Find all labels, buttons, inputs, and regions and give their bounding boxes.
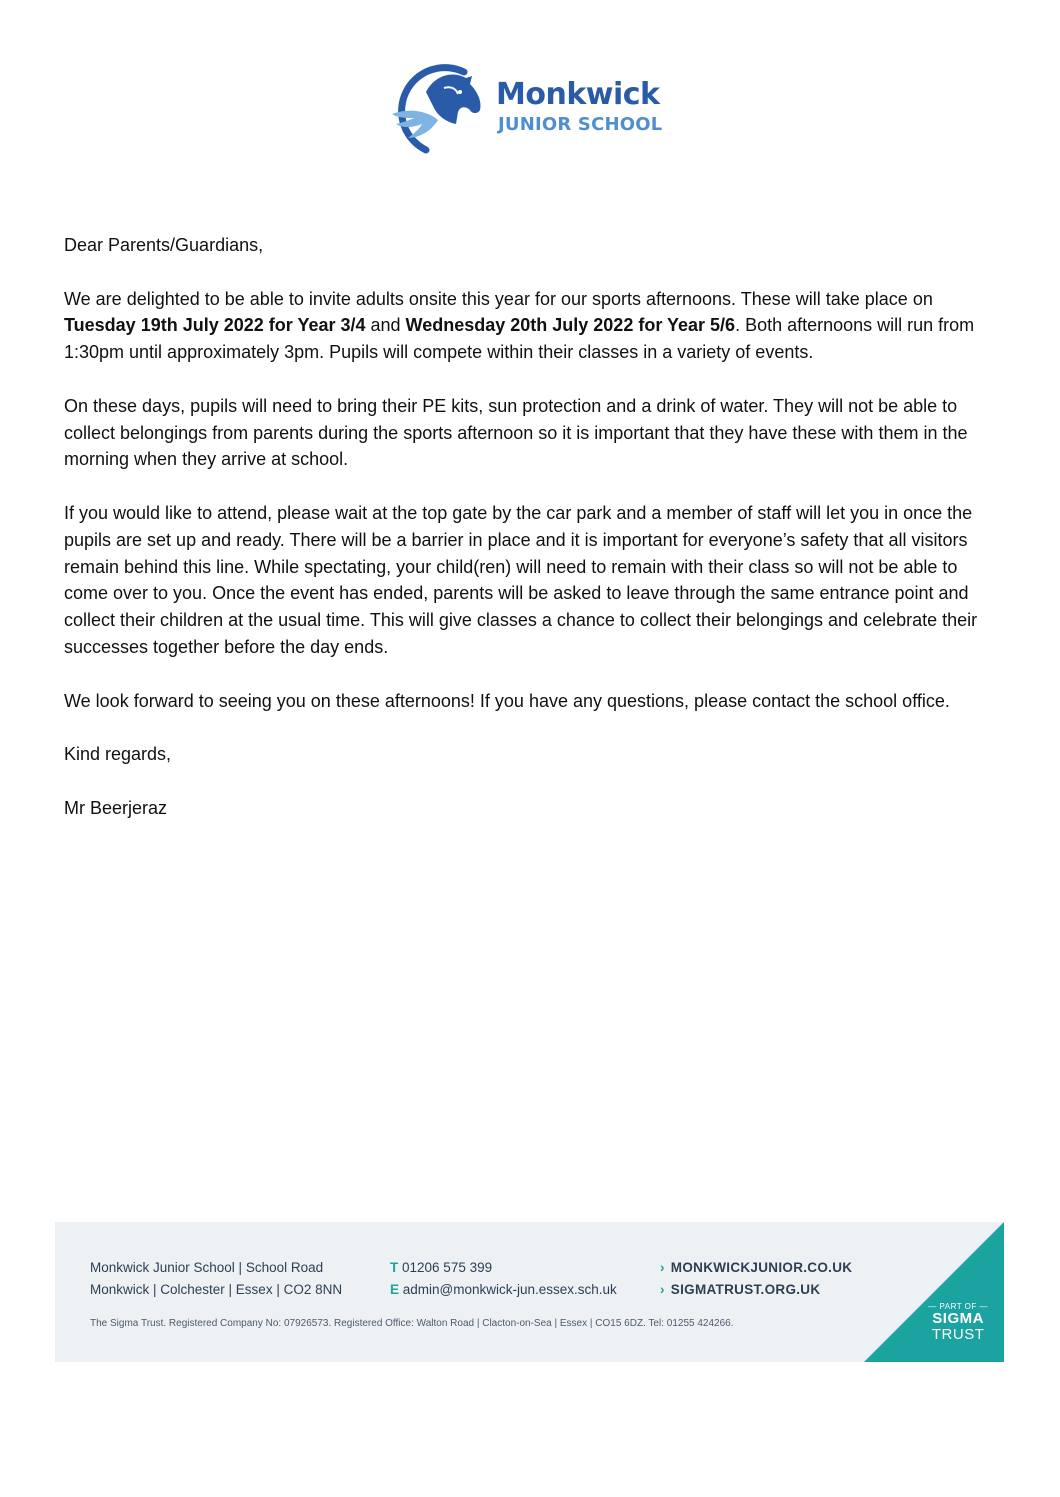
badge-trust: TRUST — [931, 1326, 985, 1343]
footer — [55, 1222, 1004, 1362]
link-label: SIGMATRUST.ORG.UK — [670, 1282, 821, 1297]
link-label: MONKWICKJUNIOR.CO.UK — [670, 1260, 853, 1275]
address-line: Monkwick Junior School | School Road — [90, 1260, 324, 1275]
date-year-5-6: Wednesday 20th July 2022 for Year 5/6 — [405, 315, 736, 336]
footer-links — [660, 1257, 852, 1301]
email-line — [390, 1279, 617, 1301]
paragraph-kit: On these days, pupils will need to bring their PE kits, sun protection and a drink of water. They will not be able to collect belongings from parents during the sports afternoon so it is important that they have these with them in the morning when they arrive at school. — [64, 395, 968, 470]
signoff: Kind regards, — [64, 744, 172, 765]
paragraph-event-dates — [64, 286, 994, 366]
paragraph-text: We are delighted to be able to invite adults onsite this year for our sports afternoons. These will take place on — [64, 288, 933, 309]
registration-info: The Sigma Trust. Registered Company No: 07926573. Registered Office: Walton Road | Clacton-on-Sea | Essex | CO15 6DZ. Tel: 01255 424266. — [90, 1318, 734, 1329]
school-subtitle: JUNIOR SCHOOL — [498, 114, 663, 135]
date-year-3-4: Tuesday 19th July 2022 for Year 3/4 — [64, 315, 366, 336]
paragraph-attendance: If you would like to attend, please wait at the top gate by the car park and a member of staff will let you in once the pupils are set up and ready. There will be a barrier in place and it is important for everyone’s safety that all visitors remain behind this line. While spectating, your child(ren) will need to remain with their class so will not be able to come over to you. Once the event has ended, parents will be asked to leave through the same entrance point and collect their children at the usual time. This will give classes a chance to collect their belongings and celebrate their successes together before the day ends. — [64, 502, 978, 657]
website-link-trust[interactable] — [660, 1279, 852, 1301]
sigma-trust-badge — [928, 1302, 988, 1343]
footer-address — [90, 1257, 342, 1301]
signature: Mr Beerjeraz — [64, 797, 168, 818]
greeting: Dear Parents/Guardians, — [64, 235, 264, 255]
paragraph-text: and — [365, 315, 406, 336]
letter-body — [64, 232, 994, 848]
phone-label: T — [390, 1260, 399, 1275]
email-label: E — [390, 1282, 400, 1297]
phone-number[interactable]: 01206 575 399 — [402, 1260, 493, 1275]
badge-sigma: SIGMA — [932, 1310, 984, 1327]
phone-line — [390, 1257, 617, 1279]
website-link-school[interactable] — [660, 1257, 852, 1279]
chevron-right-icon: › — [660, 1260, 665, 1275]
email-link[interactable]: admin@monkwick-jun.essex.sch.uk — [402, 1282, 617, 1297]
address-line: Monkwick | Colchester | Essex | CO2 8NN — [90, 1282, 343, 1297]
school-logo-horse-icon — [386, 58, 486, 154]
badge-part-of: — PART OF — — [928, 1302, 988, 1311]
school-name: Monkwick — [496, 77, 660, 112]
footer-contact — [390, 1257, 617, 1301]
paragraph-text: . Both afternoons will run from 1:30pm until approximately 3pm. Pupils will compete within their classes in a variety of events. — [64, 315, 975, 363]
paragraph-closing: We look forward to seeing you on these afternoons! If you have any questions, please contact the school office. — [64, 690, 950, 711]
chevron-right-icon: › — [660, 1282, 665, 1297]
